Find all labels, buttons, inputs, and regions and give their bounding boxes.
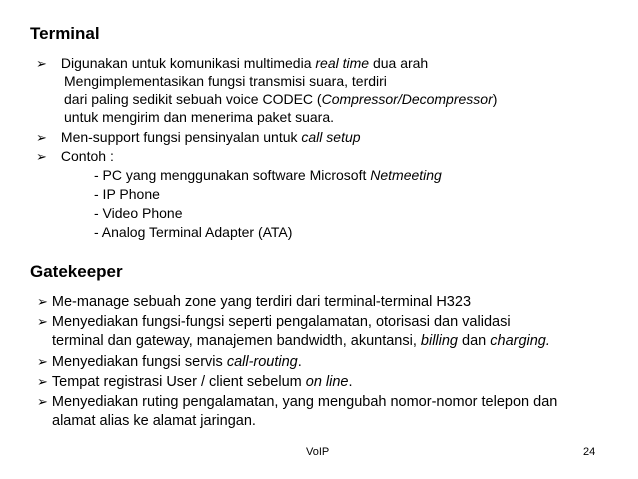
gatekeeper-bullet-4 xyxy=(37,372,353,392)
terminal-bullet-1-line-3-tail: ) xyxy=(492,91,498,107)
terminal-example-1-italic: Netmeeting xyxy=(370,167,442,183)
gatekeeper-bullet-2-line-2-text: terminal dan gateway, manajemen bandwidth, akuntansi, xyxy=(52,333,421,349)
arrow-bullet-icon: ➢ xyxy=(37,314,48,329)
gatekeeper-bullet-3 xyxy=(37,352,302,372)
gatekeeper-bullet-3-italic: call-routing xyxy=(226,354,298,370)
gatekeeper-billing-italic: billing xyxy=(420,333,458,349)
arrow-bullet-icon: ➢ xyxy=(36,130,47,145)
terminal-heading: Terminal xyxy=(30,24,100,43)
gatekeeper-bullet-5-line-2: alamat alias ke alamat jaringan. xyxy=(52,413,256,429)
arrow-bullet-icon: ➢ xyxy=(36,56,47,71)
gatekeeper-bullet-1-text: Me-manage sebuah zone yang terdiri dari terminal-terminal H323 xyxy=(51,294,472,310)
terminal-bullet-1-text: Digunakan untuk komunikasi multimedia xyxy=(60,55,316,71)
terminal-bullet-3-text: Contoh : xyxy=(60,148,114,164)
terminal-bullet-1-line-3-italic: Compressor/Decompressor xyxy=(321,91,493,107)
gatekeeper-bullet-4-tail: . xyxy=(348,374,353,390)
gatekeeper-heading: Gatekeeper xyxy=(30,262,123,281)
gatekeeper-bullet-2-line-2-and: dan xyxy=(458,333,491,349)
arrow-bullet-icon: ➢ xyxy=(36,149,47,164)
gatekeeper-charging-italic: charging. xyxy=(490,333,550,349)
terminal-example-1 xyxy=(94,166,442,184)
arrow-bullet-icon: ➢ xyxy=(37,354,48,369)
gatekeeper-bullet-4-text: Tempat registrasi User / client sebelum xyxy=(51,374,306,390)
gatekeeper-bullet-1 xyxy=(37,292,471,312)
terminal-bullet-3 xyxy=(36,147,114,166)
gatekeeper-bullet-2-text: Menyediakan fungsi-fungsi seperti pengalamatan, otorisasi dan validasi xyxy=(51,314,511,330)
terminal-example-4: - Analog Terminal Adapter (ATA) xyxy=(94,224,293,240)
terminal-bullet-1-italic: real time xyxy=(315,55,370,71)
terminal-bullet-1-line-2: Mengimplementasikan fungsi transmisi suara, terdiri xyxy=(64,73,387,89)
terminal-bullet-1-line-3-text: dari paling sedikit sebuah voice CODEC ( xyxy=(64,91,322,107)
terminal-bullet-1-line-3 xyxy=(64,90,497,108)
terminal-bullet-2-text: Men-support fungsi pensinyalan untuk xyxy=(60,129,302,145)
terminal-bullet-1 xyxy=(36,54,428,73)
gatekeeper-bullet-2 xyxy=(37,312,511,332)
arrow-bullet-icon: ➢ xyxy=(37,374,48,389)
terminal-example-2: - IP Phone xyxy=(94,186,160,202)
arrow-bullet-icon: ➢ xyxy=(37,394,48,409)
page-number: 24 xyxy=(583,446,596,458)
gatekeeper-bullet-4-italic: on line xyxy=(305,374,349,390)
footer-title: VoIP xyxy=(306,446,330,458)
gatekeeper-bullet-5 xyxy=(37,392,557,412)
arrow-bullet-icon: ➢ xyxy=(37,294,48,309)
terminal-bullet-2-italic: call setup xyxy=(301,129,361,145)
gatekeeper-bullet-3-tail: . xyxy=(297,354,302,370)
gatekeeper-bullet-3-text: Menyediakan fungsi servis xyxy=(51,354,227,370)
gatekeeper-bullet-5-text: Menyediakan ruting pengalamatan, yang mengubah nomor-nomor telepon dan xyxy=(51,394,558,410)
terminal-bullet-1-line-4: untuk mengirim dan menerima paket suara. xyxy=(64,109,335,125)
terminal-example-3: - Video Phone xyxy=(94,205,183,221)
terminal-example-1-text: - PC yang menggunakan software Microsoft xyxy=(94,167,371,183)
terminal-bullet-2 xyxy=(36,128,361,147)
gatekeeper-bullet-2-line-2 xyxy=(52,332,550,351)
terminal-bullet-1-tail: dua arah xyxy=(369,55,429,71)
